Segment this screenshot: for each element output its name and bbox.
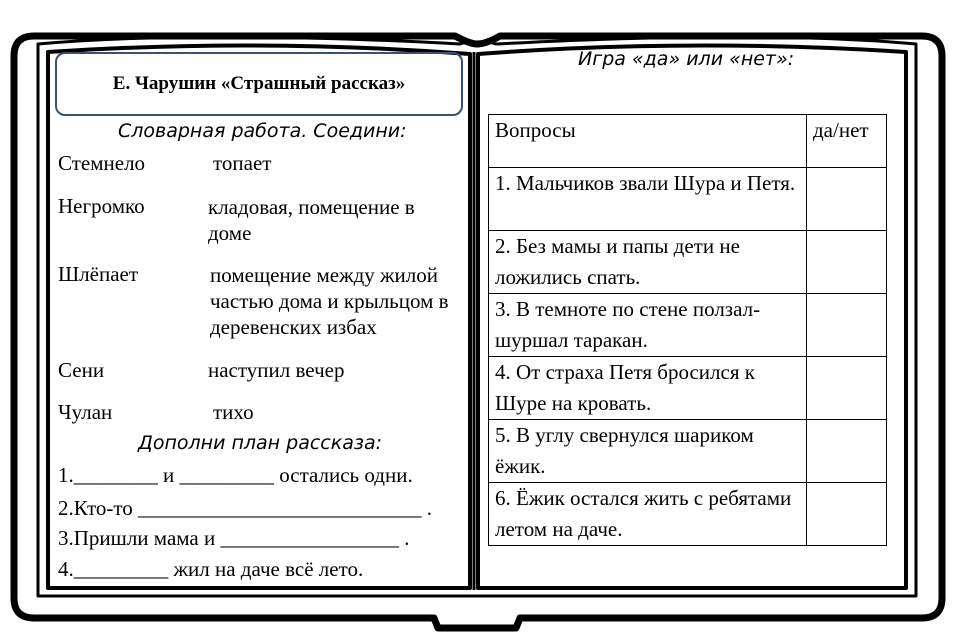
vocab-meaning: тихо bbox=[213, 400, 254, 424]
question-cell: 4. От страха Петя бросился к Шуре на кровать. bbox=[489, 356, 807, 419]
question-cell: 3. В темноте по стене ползал-шуршал таракан. bbox=[489, 293, 807, 356]
plan-item-2: 2.Кто-то ___________________________ . bbox=[58, 496, 433, 520]
yes-no-table bbox=[488, 114, 887, 546]
story-title: Е. Чарушин «Страшный рассказ» bbox=[112, 73, 406, 94]
table-row bbox=[489, 230, 887, 293]
table-row bbox=[489, 482, 887, 545]
table-row bbox=[489, 419, 887, 482]
table-header-row bbox=[489, 115, 887, 168]
answer-cell[interactable] bbox=[807, 293, 887, 356]
answer-cell[interactable] bbox=[807, 419, 887, 482]
story-title-box bbox=[55, 52, 463, 116]
question-cell: 1. Мальчиков звали Шура и Петя. bbox=[489, 168, 807, 231]
plan-item-3: 3.Пришли мама и _________________ . bbox=[58, 526, 410, 550]
table-row bbox=[489, 356, 887, 419]
vocab-word: Сени bbox=[58, 358, 105, 382]
vocab-word: Стемнело bbox=[58, 151, 146, 175]
vocab-meaning: кладовая, помещение в доме bbox=[208, 195, 415, 245]
question-cell: 6. Ёжик остался жить с ребятами летом на даче. bbox=[489, 482, 807, 545]
table-row bbox=[489, 293, 887, 356]
vocab-heading: Словарная работа. Соедини: bbox=[118, 120, 407, 142]
vocab-meaning: топает bbox=[213, 151, 272, 175]
game-heading: Игра «да» или «нет»: bbox=[578, 48, 795, 70]
table-row bbox=[489, 168, 887, 231]
answer-cell[interactable] bbox=[807, 230, 887, 293]
vocab-word: Чулан bbox=[58, 400, 113, 424]
question-cell: 2. Без мамы и папы дети не ложились спать. bbox=[489, 230, 807, 293]
vocab-meaning: помещение между жилой частью дома и крыльцом в деревенских избах bbox=[210, 263, 449, 339]
plan-item-1: 1.________ и _________ остались одни. bbox=[58, 463, 413, 487]
header-questions: Вопросы bbox=[489, 115, 807, 168]
header-yes-no: да/нет bbox=[807, 115, 887, 168]
answer-cell[interactable] bbox=[807, 168, 887, 231]
vocab-meaning: наступил вечер bbox=[208, 358, 345, 382]
answer-cell[interactable] bbox=[807, 482, 887, 545]
plan-item-4: 4._________ жил на даче всё лето. bbox=[58, 557, 364, 581]
answer-cell[interactable] bbox=[807, 356, 887, 419]
question-cell: 5. В углу свернулся шариком ёжик. bbox=[489, 419, 807, 482]
vocab-word: Шлёпает bbox=[58, 262, 139, 286]
vocab-word: Негромко bbox=[58, 194, 145, 218]
plan-heading: Дополни план рассказа: bbox=[138, 432, 383, 454]
